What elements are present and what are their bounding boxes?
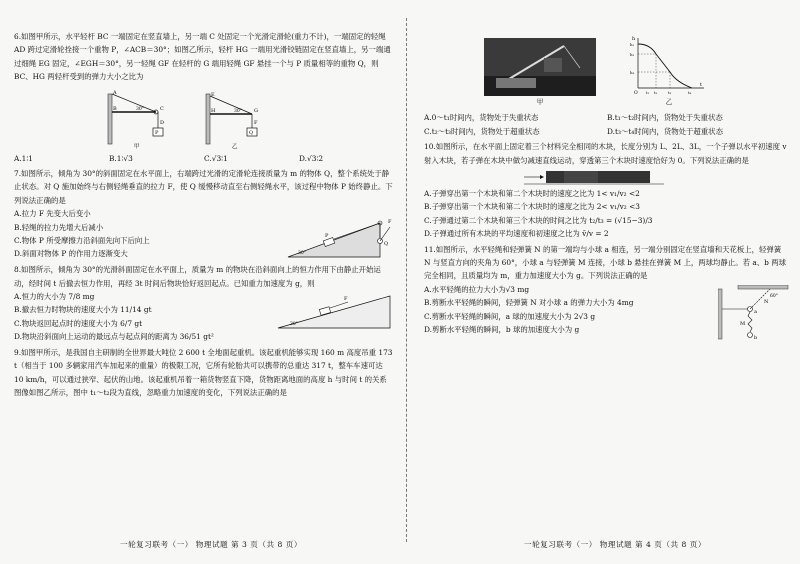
label-C: C <box>160 105 164 112</box>
question-9-option-b[interactable]: B.t₁～t₂时间内，货物处于失重状态 <box>607 113 723 123</box>
question-9-option-d[interactable]: D.t₃～t₄时间内，货物处于超重状态 <box>607 126 723 136</box>
figure-6-jia <box>104 88 176 150</box>
label-F-8: F <box>344 296 348 303</box>
label-E: E <box>211 91 215 98</box>
question-11-option-c[interactable]: C.剪断水平轻绳的瞬间，a 球的加速度大小为 2√3 g <box>424 311 596 321</box>
label-t3: t₃ <box>668 90 672 95</box>
label-M: M <box>740 320 746 327</box>
question-10-option-b[interactable]: B.子弹穿出第一个木块和第二个木块时的速度之比为 2< v₁/v₂ <3 <box>424 202 640 212</box>
question-8-option-a[interactable]: A.恒力的大小为 7/8 mg <box>14 292 95 302</box>
label-N: N <box>764 298 769 305</box>
label-h3: h₃ <box>630 70 635 75</box>
label-angle-30-b: 30° <box>234 108 242 114</box>
label-angle-30-7: 30° <box>298 251 306 257</box>
question-10-options <box>424 187 790 241</box>
figure-6-yi <box>202 88 274 150</box>
footer-page-3: 一轮复习联考（一） 物理试题 第 3 页（共 8 页） <box>120 540 302 549</box>
question-11 <box>424 243 790 351</box>
question-11-option-a[interactable]: A.水平轻绳的拉力大小为√3 mg <box>424 284 530 294</box>
question-10-text: 10.如图所示，在水平面上固定着三个材料完全相同的木块，长度分别为 L、2L、3L，一个子弹以水平初速度 v 射入木块，若子弹在木块中做匀减速直线运动，穿透第三个木块时速度恰好为 0。下列说法正确的是 <box>424 142 787 165</box>
question-6 <box>14 30 394 165</box>
figure-9-yi-caption: 乙 <box>665 98 673 106</box>
question-8-option-b[interactable]: B.撤去恒力时物块的速度大小为 11/14 gt <box>14 305 152 315</box>
label-t2: t₂ <box>654 90 658 95</box>
label-h2: h₂ <box>630 52 635 57</box>
question-6-options <box>14 152 394 165</box>
label-Q-7: Q <box>384 241 389 248</box>
question-11-option-b[interactable]: B.剪断水平轻绳的瞬间，轻弹簧 N 对小球 a 的弹力大小为 4mg <box>424 298 634 308</box>
footer-page-4: 一轮复习联考（一） 物理试题 第 4 页（共 8 页） <box>524 540 706 549</box>
question-10-option-a[interactable]: A.子弹穿出第一个木块和第二个木块时的速度之比为 1< v₁/v₂ <2 <box>424 189 640 199</box>
label-t4: t₄ <box>688 90 692 95</box>
left-column <box>14 30 394 401</box>
label-H: H <box>211 107 216 114</box>
label-F: F <box>254 119 258 126</box>
figure-6-yi-caption: 乙 <box>232 143 238 150</box>
question-6-option-d[interactable]: D.√3∶2 <box>299 153 324 163</box>
question-8-text: 8.如图所示，倾角为 30°的光滑斜面固定在水平面上，质量为 m 的物块在沿斜面向上的恒力作用下由静止开始运动，经时间 t 后撤去恒力作用，再经 3t 时间后物块恰好返回起点。已知重力加速度为 g，则 <box>14 265 381 288</box>
label-B: B <box>113 105 117 112</box>
question-8 <box>14 263 394 343</box>
question-6-option-a[interactable]: A.1∶1 <box>14 153 34 163</box>
figure-9-yi-wrap <box>630 34 708 109</box>
question-6-option-c[interactable]: C.√3∶1 <box>204 153 228 163</box>
label-b: b <box>754 334 758 341</box>
label-t1: t₁ <box>646 90 650 95</box>
question-9-figure-row <box>484 34 790 109</box>
label-h1: h₁ <box>630 42 635 47</box>
question-7-option-a[interactable]: A.拉力 F 先变大后变小 <box>14 209 91 219</box>
label-P: P <box>155 129 159 136</box>
label-angle-30-a: 30° <box>136 106 144 112</box>
question-7-option-b[interactable]: B.轻绳的拉力先增大后减小 <box>14 222 104 232</box>
question-10 <box>424 140 790 240</box>
label-Q: Q <box>249 129 254 136</box>
figure-9-jia-wrap <box>484 38 596 109</box>
figure-11 <box>718 285 790 351</box>
question-6-text: 6.如图甲所示，水平轻杆 BC 一端固定在竖直墙上，另一端 C 处固定一个光滑定滑轮(重力不计)，一端固定的轻绳 AD 跨过定滑轮拴接一个重物 P，∠ACB＝30°；如图乙所示，轻杆 HG 一端用光滑铰链固定在竖直墙上，另一端通过细绳 EG 固定，∠EGH＝30°，另一轻绳 GF 在轻杆的 G 端用轻绳 GF 悬挂一个与 P 质量相等的重物 Q，则 BC、HG 两轻杆受到的弹力大小之比为 <box>14 32 391 82</box>
label-angle-30-8: 30° <box>290 322 298 328</box>
label-a: a <box>754 308 757 315</box>
question-11-option-d[interactable]: D.剪断水平轻绳的瞬间，b 球的加速度大小为 g <box>424 325 580 335</box>
label-G: G <box>254 107 258 114</box>
question-9-figures <box>424 34 790 138</box>
figure-7 <box>284 209 394 261</box>
label-F-7: F <box>388 219 392 226</box>
label-h: h <box>632 36 636 42</box>
figure-9-jia-caption: 甲 <box>536 98 544 106</box>
label-D: D <box>160 119 165 126</box>
question-10-option-c[interactable]: C.子弹通过第二个木块和第三个木块的时间之比为 t₂/t₃ = (√15−3)/3 <box>424 215 653 225</box>
question-11-text: 11.如图所示，水平轻绳和轻弹簧 N 的第一端均与小球 a 相连，另一端分别固定在竖直墙和天花板上，轻弹簧 N 与竖直方向的夹角为 60°，小球 a 与轻弹簧 M 连接，小球 b 悬挂在弹簧 M 上，两球均静止。若 a、b 两球完全相同，且质量均为 m，重力加速度大小为 g。下列说法正确的是 <box>424 244 787 281</box>
label-O: O <box>634 91 638 96</box>
label-P-7: P <box>325 233 329 240</box>
question-8-option-d[interactable]: D.物块沿斜面向上运动的最远点与起点间的距离为 36/51 gt² <box>14 332 214 342</box>
right-column <box>424 30 790 353</box>
label-angle-60: 60° <box>770 293 778 299</box>
figure-9-yi-graph <box>630 34 708 96</box>
label-A: A <box>113 89 117 96</box>
question-9-start <box>14 346 394 400</box>
label-t: t <box>700 82 703 88</box>
question-7-option-c[interactable]: C.物体 P 所受摩擦力沿斜面先向下后向上 <box>14 236 150 246</box>
figure-9-jia-photo <box>484 38 596 96</box>
question-6-figures <box>104 88 394 150</box>
question-6-option-b[interactable]: B.1∶√3 <box>109 153 133 163</box>
figure-8 <box>274 292 394 332</box>
question-10-option-d[interactable]: D.子弹通过所有木块的平均速度和初速度之比为 v̄/v = 2 <box>424 229 609 239</box>
figure-6-jia-caption: 甲 <box>134 143 140 150</box>
question-8-option-c[interactable]: C.物块返回起点时的速度大小为 6/7 gt <box>14 318 143 328</box>
question-7-option-d[interactable]: D.斜面对物体 P 的作用力逐渐变大 <box>14 249 128 259</box>
figure-10 <box>524 169 664 185</box>
question-9-text: 9.如图甲所示，是我国自主研制的全世界最大吨位 2 600 t 全地面起重机。该起重机能够实现 160 m 高度吊重 173 t（相当于 100 多辆家用汽车加起来的重量）的极限工况，它所有轮胎共可以携带的总重达 317 t，整车车速可达 10 km/h，可以通过狭窄、起伏的山地。该起重机吊着一箱货物竖直下降，货物距离地面的高度 h 与时间 t 的关系图像如图乙所示，图中 t₁～t₂段为直线，忽略重力加速度的变化，下列说法正确的是 <box>14 347 393 397</box>
question-9-options <box>424 111 790 138</box>
question-7 <box>14 167 394 261</box>
column-divider <box>406 18 407 542</box>
question-9-option-c[interactable]: C.t₂～t₃时间内，货物处于超重状态 <box>424 126 540 136</box>
question-9-option-a[interactable]: A.0～t₁时间内，货物处于失重状态 <box>424 113 539 123</box>
question-7-text: 7.如图所示，倾角为 30°的斜面固定在水平面上，右端跨过光滑的定滑轮连接质量为 m 的物体 Q，整个系统处于静止状态。对 Q 施加始终与右侧轻绳垂直的拉力 F，使 Q 缓慢移动直至右侧轻绳水平，该过程中物体 P 始终静止。下列说法正确的是 <box>14 169 393 205</box>
